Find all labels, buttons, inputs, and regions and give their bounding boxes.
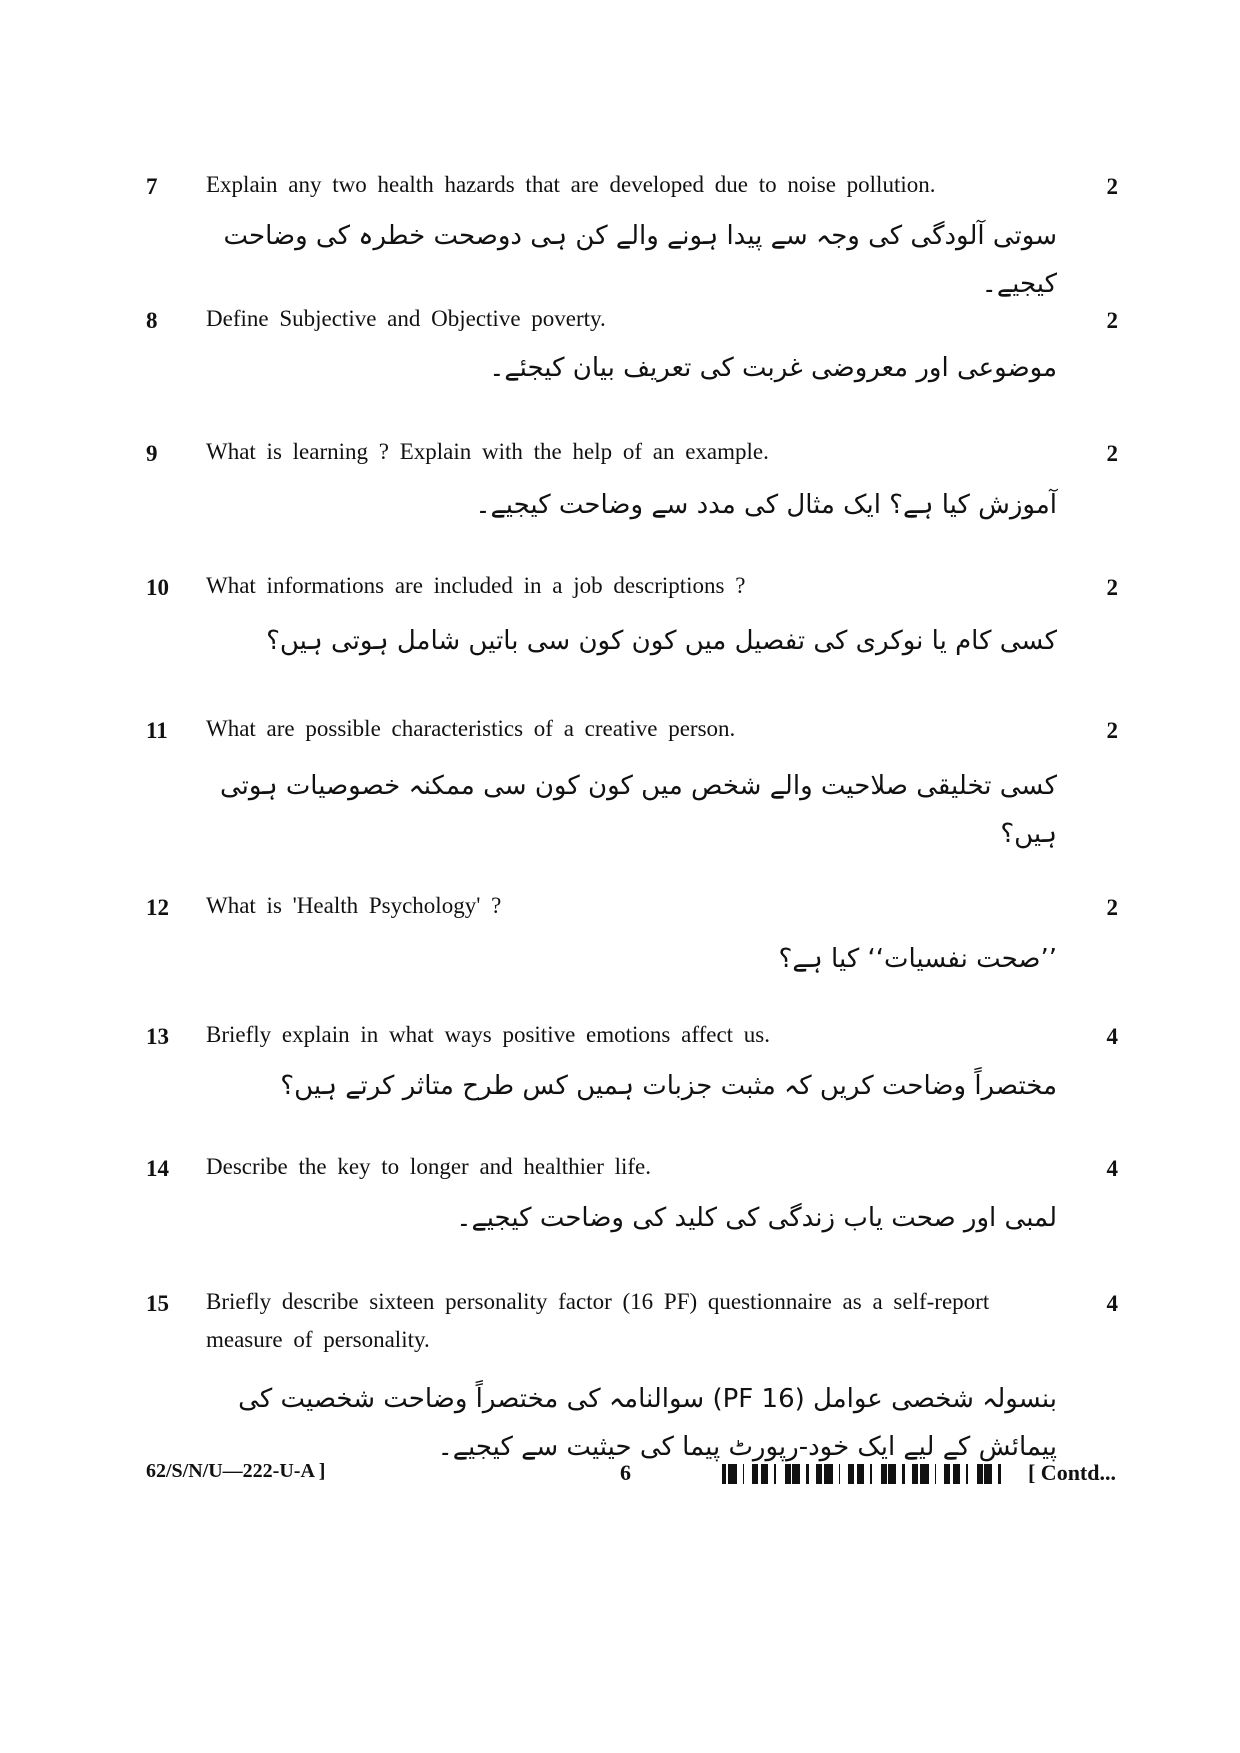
barcode-bar (986, 1464, 989, 1484)
question-text-english: What informations are included in a job descriptions ? (206, 573, 746, 598)
barcode-bar (947, 1464, 948, 1484)
question-text-urdu: بنسولہ شخصی عوامل (16 PF) سوالنامہ کی مختصراً وضاحت شخصیت کی پیمائش کے لیے ایک خود-رپورٹ پیما کی حیثیت سے کیجیے۔ (238, 1384, 1057, 1462)
barcode-bar (990, 1464, 992, 1484)
barcode-bar (743, 1464, 744, 1484)
barcode-bar (989, 1464, 990, 1484)
barcode-bar (923, 1464, 924, 1484)
question-text-urdu: آموزش کیا ہے؟ ایک مثال کی مدد سے وضاحت کیجیے۔ (475, 490, 1057, 520)
barcode-bar (984, 1464, 986, 1484)
barcode-bar (893, 1464, 894, 1484)
barcode-bar (914, 1464, 917, 1484)
barcode-bar (786, 1464, 788, 1484)
barcode-bar (944, 1464, 947, 1484)
question-number: 11 (146, 718, 168, 743)
barcode-bar (857, 1464, 858, 1484)
page-number: 6 (620, 1460, 631, 1485)
barcode-bar (966, 1464, 968, 1484)
question-number: 15 (146, 1291, 169, 1316)
barcode-bar (977, 1464, 978, 1484)
barcode-bar (792, 1464, 794, 1484)
barcode-bar (860, 1464, 863, 1484)
barcode-bar (762, 1464, 764, 1484)
question-text-english: What is 'Health Psychology' ? (206, 893, 502, 918)
question-marks: 4 (1106, 1291, 1118, 1316)
barcode-bar (797, 1464, 798, 1484)
question-text-urdu: کسی کام یا نوکری کی تفصیل میں کون کون سی باتیں شامل ہوتی ہیں؟ (266, 626, 1057, 656)
question-text-english: What are possible characteristics of a creative person. (206, 716, 736, 741)
barcode-bar (894, 1464, 896, 1484)
barcode-bar (948, 1464, 950, 1484)
continued-label: [ Contd... (1027, 1460, 1116, 1485)
barcode-bar (852, 1464, 854, 1484)
barcode-bar (863, 1464, 864, 1484)
barcode-bar (912, 1464, 914, 1484)
barcode-bar (734, 1464, 737, 1484)
question-text-urdu: لمبی اور صحت یاب زندگی کی کلید کی وضاحت کیجیے۔ (456, 1203, 1057, 1233)
question-text-english: Briefly describe sixteen personality factor (16 PF) questionnaire as a self-report measure of personality. (206, 1289, 990, 1352)
question-marks: 4 (1106, 1024, 1118, 1049)
question-marks: 2 (1106, 441, 1118, 466)
question-text-urdu: سوتی آلودگی کی وجہ سے پیدا ہونے والے کن ہی دوصحت خطرہ کی وضاحت کیجیے۔ (223, 221, 1057, 299)
barcode-bar (980, 1464, 983, 1484)
barcode-bar (827, 1464, 828, 1484)
barcode-bar (761, 1464, 762, 1484)
barcode-bar (902, 1464, 905, 1484)
barcode-bar (752, 1464, 755, 1484)
question-number: 10 (146, 575, 169, 600)
question-text-urdu: مختصراً وضاحت کریں کہ مثبت جزبات ہمیں کس طرح متاثر کرتے ہیں؟ (280, 1071, 1057, 1101)
barcode-bar (821, 1464, 822, 1484)
barcode-bar (959, 1464, 960, 1484)
barcode-bar (828, 1464, 830, 1484)
barcode-bar (917, 1464, 918, 1484)
question-text-english: Briefly explain in what ways positive emotions affect us. (206, 1022, 770, 1047)
barcode-bar (785, 1464, 786, 1484)
barcode-bar (884, 1464, 887, 1484)
paper-code: 62/S/N/U—222-U-A ] (146, 1460, 326, 1482)
barcode-bar (839, 1464, 840, 1484)
barcode-bar (816, 1464, 818, 1484)
barcode-bar (935, 1464, 936, 1484)
barcode-bar (806, 1464, 809, 1484)
question-number: 8 (146, 308, 158, 333)
barcode-bar (830, 1464, 833, 1484)
barcode-bar (722, 1464, 725, 1484)
barcode-bar (851, 1464, 852, 1484)
question-text-english: Describe the key to longer and healthier life. (206, 1154, 652, 1179)
question-number: 9 (146, 441, 158, 466)
barcode-bar (767, 1464, 768, 1484)
barcode-bar (848, 1464, 851, 1484)
barcode-bar (728, 1464, 731, 1484)
barcode-bar (920, 1464, 923, 1484)
barcode-bar (731, 1464, 732, 1484)
question-text-english: What is learning ? Explain with the help of an example. (206, 439, 769, 464)
question-number: 7 (146, 174, 158, 199)
question-number: 12 (146, 895, 169, 920)
question-number: 13 (146, 1024, 169, 1049)
barcode-bar (890, 1464, 893, 1484)
question-marks: 2 (1106, 174, 1118, 199)
barcode-bar (926, 1464, 929, 1484)
barcode-bar (818, 1464, 821, 1484)
barcode-bar (794, 1464, 797, 1484)
barcode-bar (774, 1464, 776, 1484)
question-marks: 2 (1106, 308, 1118, 333)
question-text-english: Explain any two health hazards that are developed due to noise pollution. (206, 172, 936, 197)
barcode-bar (924, 1464, 926, 1484)
barcode-bar (953, 1464, 954, 1484)
question-marks: 2 (1106, 575, 1118, 600)
barcode-bar (755, 1464, 756, 1484)
barcode-bar (756, 1464, 758, 1484)
barcode-bar (870, 1464, 872, 1484)
barcode-bar (725, 1464, 726, 1484)
question-marks: 2 (1106, 895, 1118, 920)
question-marks: 4 (1106, 1156, 1118, 1181)
barcode-bar (882, 1464, 884, 1484)
barcode-bar (881, 1464, 882, 1484)
barcode-bar (788, 1464, 791, 1484)
barcode-bar (956, 1464, 959, 1484)
question-text-urdu: کسی تخلیقی صلاحیت والے شخص میں کون کون سی ممکنہ خصوصیات ہوتی ہیں؟ (219, 771, 1057, 849)
barcode-bar (764, 1464, 767, 1484)
barcode-image (722, 1464, 1002, 1484)
barcode-bar (998, 1464, 1001, 1484)
barcode-bar (798, 1464, 800, 1484)
barcode-bar (954, 1464, 956, 1484)
question-marks: 2 (1106, 718, 1118, 743)
question-number: 14 (146, 1156, 169, 1181)
question-text-urdu: موضوعی اور معروضی غربت کی تعریف بیان کیجئے۔ (489, 353, 1057, 383)
barcode-bar (978, 1464, 980, 1484)
barcode-bar (888, 1464, 890, 1484)
barcode-bar (858, 1464, 860, 1484)
barcode-bar (824, 1464, 827, 1484)
question-text-english: Define Subjective and Objective poverty. (206, 306, 606, 331)
question-text-urdu: ’’صحت نفسیات‘‘ کیا ہے؟ (778, 944, 1057, 974)
barcode-bar (732, 1464, 734, 1484)
page-footer (0, 1460, 1240, 1500)
